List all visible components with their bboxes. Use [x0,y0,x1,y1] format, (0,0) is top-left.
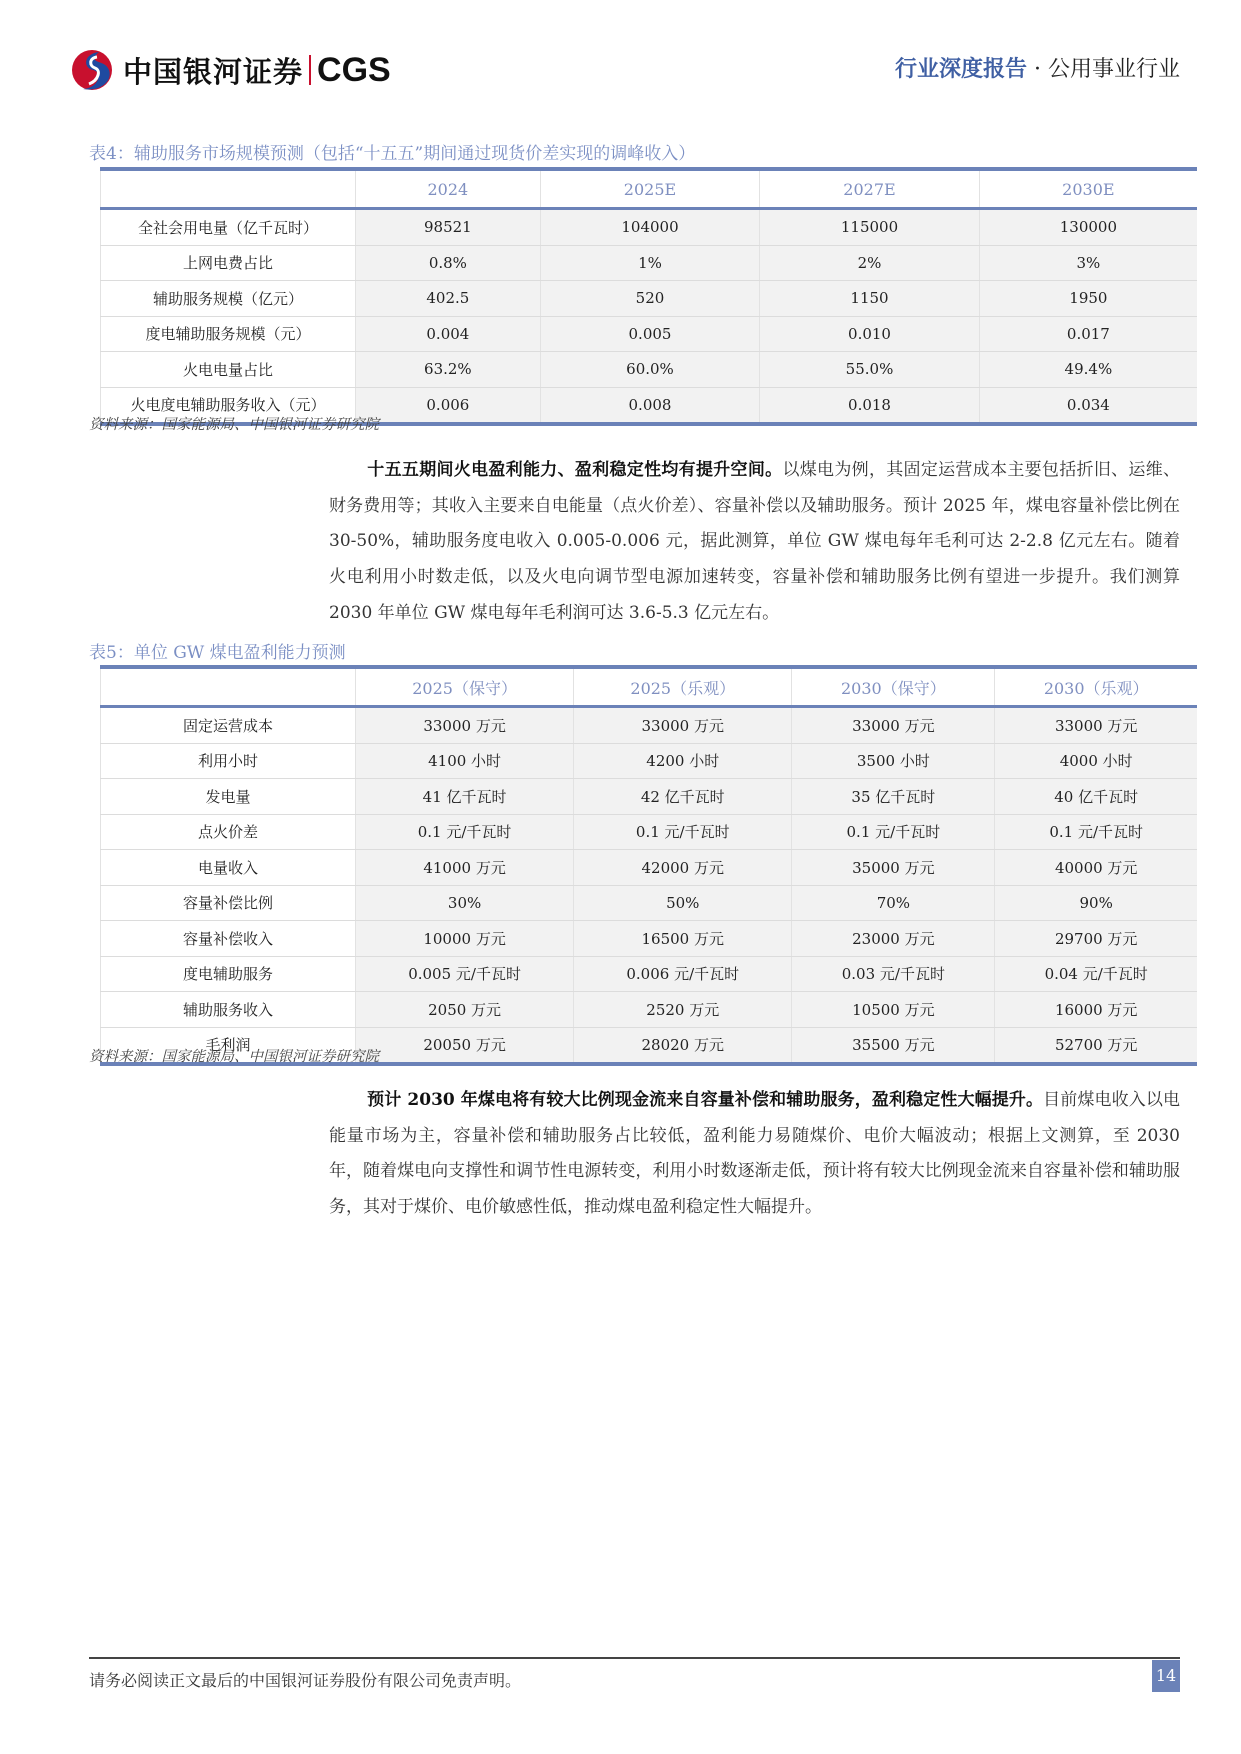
table5-source: 资料来源：国家能源局、中国银河证券研究院 [89,1049,379,1065]
table-cell: 3500 小时 [792,743,995,779]
table-cell: 50% [574,885,792,921]
row-label: 容量补偿收入 [101,921,356,957]
table-cell: 0.008 [540,387,760,424]
paragraph-lead: 预计 2030 年煤电将有较大比例现金流来自容量补偿和辅助服务，盈利稳定性大幅提升。 [367,1090,1044,1110]
table-cell: 33000 万元 [356,707,574,744]
table-row [101,779,1198,815]
table-cell: 35500 万元 [792,1027,995,1064]
column-header: 2025E [540,169,760,209]
footer-divider [89,1657,1180,1659]
table-cell: 98521 [356,209,541,246]
table-row [101,245,1198,281]
row-label: 电量收入 [101,850,356,886]
table-cell: 10000 万元 [356,921,574,957]
table-cell: 33000 万元 [574,707,792,744]
table-cell: 0.004 [356,316,541,352]
table4-ancillary-services-forecast [100,167,1197,426]
table-cell: 115000 [760,209,980,246]
table-cell: 1150 [760,281,980,317]
table-cell: 0.018 [760,387,980,424]
table-cell: 0.006 元/千瓦时 [574,956,792,992]
table-cell: 70% [792,885,995,921]
table-cell: 0.005 [540,316,760,352]
galaxy-logo-icon [69,48,115,92]
table-row [101,885,1198,921]
table-header-row [101,667,1198,707]
logo-text-en: CGS [317,50,391,89]
table-cell: 2520 万元 [574,992,792,1028]
row-label: 辅助服务规模（亿元） [101,281,356,317]
table-cell: 0.005 元/千瓦时 [356,956,574,992]
table-cell: 4100 小时 [356,743,574,779]
company-logo [69,48,391,92]
table-row [101,281,1198,317]
table-cell: 55.0% [760,352,980,388]
paragraph-body: 目前煤电收入以电能量市场为主，容量补偿和辅助服务占比较低，盈利能力易随煤价、电价大幅波动；根据上文测算，至 2030 年，随着煤电向支撑性和调节性电源转变，利用小时数逐渐走低，预计将有较大比例现金流来自容量补偿和辅助服务，其对于煤价、电价敏感性低，推动煤电盈利稳定性大幅提升。 [329,1090,1180,1218]
table-cell: 35000 万元 [792,850,995,886]
table-cell: 2% [760,245,980,281]
paragraph-profitability [329,453,1180,632]
table-cell: 0.034 [979,387,1197,424]
table-cell: 0.04 元/千瓦时 [995,956,1197,992]
table-row [101,352,1198,388]
table-cell: 42000 万元 [574,850,792,886]
table-row [101,707,1198,744]
row-label: 点火价差 [101,814,356,850]
row-label: 上网电费占比 [101,245,356,281]
table-cell: 16000 万元 [995,992,1197,1028]
report-header [895,52,1180,83]
table-cell: 104000 [540,209,760,246]
table-header-row [101,169,1198,209]
table-cell: 0.1 元/千瓦时 [792,814,995,850]
table-cell: 29700 万元 [995,921,1197,957]
table-row [101,956,1198,992]
table-cell: 41000 万元 [356,850,574,886]
table-cell: 52700 万元 [995,1027,1197,1064]
table-cell: 42 亿千瓦时 [574,779,792,815]
table-cell: 33000 万元 [792,707,995,744]
column-header: 2030（保守） [792,667,995,707]
row-label: 发电量 [101,779,356,815]
row-label: 火电电量占比 [101,352,356,388]
column-header: 2030（乐观） [995,667,1197,707]
row-label: 毛利润 [101,1027,356,1064]
column-header [101,667,356,707]
table-cell: 402.5 [356,281,541,317]
row-label: 固定运营成本 [101,707,356,744]
table-cell: 130000 [979,209,1197,246]
table-cell: 3% [979,245,1197,281]
table-cell: 0.017 [979,316,1197,352]
table-cell: 16500 万元 [574,921,792,957]
table-row [101,316,1198,352]
table-row [101,992,1198,1028]
table-cell: 0.1 元/千瓦时 [574,814,792,850]
column-header: 2024 [356,169,541,209]
row-label: 全社会用电量（亿千瓦时） [101,209,356,246]
logo-divider [309,55,311,85]
table-row [101,209,1198,246]
table-row [101,814,1198,850]
table-cell: 520 [540,281,760,317]
column-header: 2025（乐观） [574,667,792,707]
table-row [101,743,1198,779]
table-cell: 40000 万元 [995,850,1197,886]
table-cell: 10500 万元 [792,992,995,1028]
row-label: 容量补偿比例 [101,885,356,921]
header-separator: · [1027,57,1048,82]
industry-name: 公用事业行业 [1047,57,1180,82]
table-cell: 4200 小时 [574,743,792,779]
column-header [101,169,356,209]
row-label: 火电度电辅助服务收入（元） [101,387,356,424]
table-cell: 0.03 元/千瓦时 [792,956,995,992]
table5-coal-power-profitability [100,665,1197,1066]
row-label: 利用小时 [101,743,356,779]
column-header: 2025（保守） [356,667,574,707]
table-cell: 0.006 [356,387,541,424]
column-header: 2027E [760,169,980,209]
row-label: 度电辅助服务 [101,956,356,992]
paragraph-cashflow [329,1083,1180,1226]
table-cell: 33000 万元 [995,707,1197,744]
page-number: 14 [1152,1660,1180,1692]
table-cell: 28020 万元 [574,1027,792,1064]
table-cell: 41 亿千瓦时 [356,779,574,815]
table-cell: 0.8% [356,245,541,281]
table-cell: 0.1 元/千瓦时 [356,814,574,850]
table-row [101,921,1198,957]
table-cell: 40 亿千瓦时 [995,779,1197,815]
table-cell: 0.1 元/千瓦时 [995,814,1197,850]
table-cell: 0.010 [760,316,980,352]
column-header: 2030E [979,169,1197,209]
report-type: 行业深度报告 [894,56,1027,82]
table-cell: 63.2% [356,352,541,388]
table-cell: 1% [540,245,760,281]
table-cell: 35 亿千瓦时 [792,779,995,815]
paragraph-body: 以煤电为例，其固定运营成本主要包括折旧、运维、财务费用等；其收入主要来自电能量（点火价差）、容量补偿以及辅助服务。预计 2025 年，煤电容量补偿比例在 30-50%，辅助服务度电收入 0.005-0.006 元，据此测算，单位 GW 煤电每年毛利可达 2-2.8 亿元左右。随着火电利用小时数走低，以及火电向调节型电源加速转变，容量补偿和辅助服务比例有望进一步提升。我们测算 2030 年单位 GW 煤电每年毛利润可达 3.6-5.3 亿元左右。 [329,460,1181,623]
table-row [101,850,1198,886]
table-cell: 23000 万元 [792,921,995,957]
row-label: 辅助服务收入 [101,992,356,1028]
logo-text-cn: 中国银河证券 [123,54,304,89]
table-cell: 30% [356,885,574,921]
table-cell: 1950 [979,281,1197,317]
table-cell: 60.0% [540,352,760,388]
table4-caption: 表4：辅助服务市场规模预测（包括“十五五”期间通过现货价差实现的调峰收入） [89,144,696,164]
table-cell: 2050 万元 [356,992,574,1028]
table4-source: 资料来源：国家能源局、中国银河证券研究院 [89,417,379,433]
table-cell: 49.4% [979,352,1197,388]
table5-caption: 表5：单位 GW 煤电盈利能力预测 [89,643,346,663]
table-cell: 90% [995,885,1197,921]
table-cell: 4000 小时 [995,743,1197,779]
row-label: 度电辅助服务规模（元） [101,316,356,352]
paragraph-lead: 十五五期间火电盈利能力、盈利稳定性均有提升空间。 [367,460,783,480]
footer-disclaimer: 请务必阅读正文最后的中国银河证券股份有限公司免责声明。 [89,1671,522,1690]
table-cell: 20050 万元 [356,1027,574,1064]
